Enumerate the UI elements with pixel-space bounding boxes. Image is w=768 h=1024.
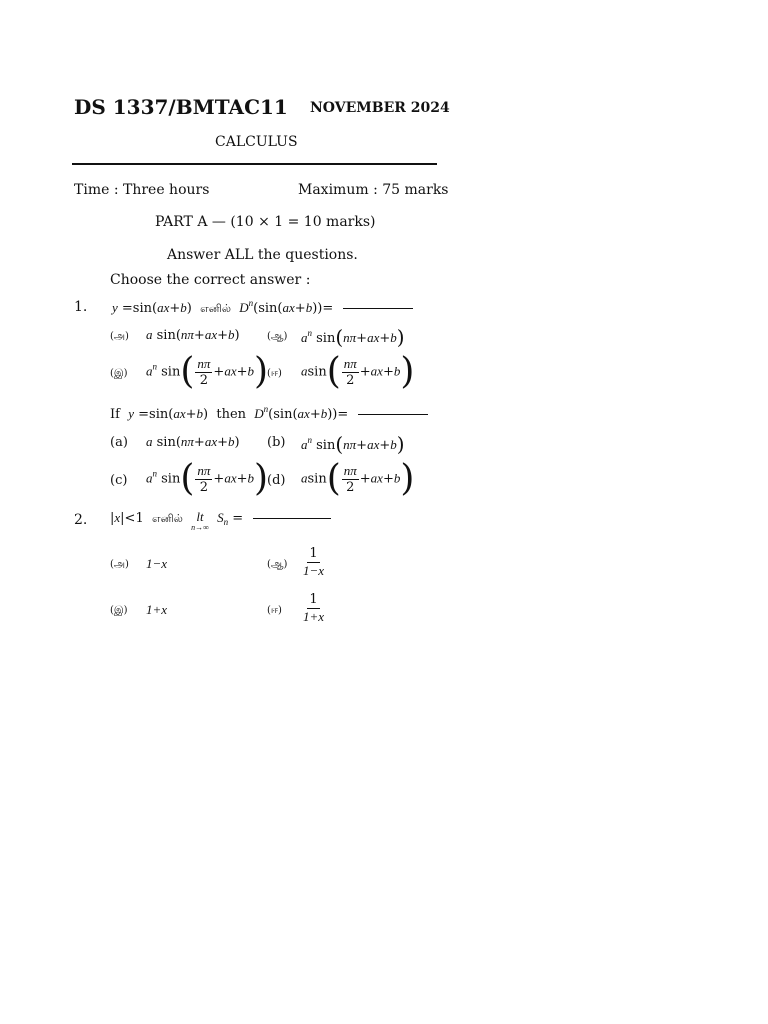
- if-word: If: [110, 407, 120, 422]
- option-label-a: (a): [110, 435, 128, 450]
- option-label-a-tamil: (அ): [110, 559, 129, 570]
- instruction: Answer ALL the questions.: [167, 247, 358, 263]
- choose-instruction: Choose the correct answer :: [110, 272, 311, 288]
- q1-tamil-option-d: asin( $\frac{n\pi}{2}$ +ax+b): [301, 351, 415, 392]
- limit-subscript: n→∞: [191, 523, 209, 533]
- q1-tamil-option-c: $a^n$ sin( $\frac{n\pi}{2}$ +ax+b): [146, 351, 269, 392]
- exam-month: NOVEMBER 2024: [310, 100, 450, 116]
- header-rule: [72, 163, 437, 165]
- option-label-b-tamil: (ஆ): [267, 559, 288, 570]
- q1-tamil-option-b: $a^n$ sin(nπ+ax+b): [301, 325, 405, 349]
- option-label-d: (d): [267, 473, 286, 488]
- q2-option-a: 1−x: [146, 556, 168, 571]
- question-2-number: 2.: [74, 512, 88, 528]
- q1-option-d: asin( $\frac{n\pi}{2}$ +ax+b): [301, 458, 415, 499]
- option-label-d-tamil: (ஈ): [267, 605, 282, 616]
- subject-title: CALCULUS: [215, 134, 298, 150]
- question-2-stem: |x|<1 எனில் lt n→∞ $S_n$ =: [110, 510, 331, 533]
- q2-option-c: 1+x: [146, 602, 168, 617]
- tamil-if-word: எனில்: [200, 302, 231, 315]
- question-1-tamil-stem: y =sin(ax+b) எனில் $D^n(\sin(ax+b))=$: [112, 298, 413, 317]
- part-title: PART A — (10 × 1 = 10 marks): [155, 214, 376, 230]
- option-label-b: (b): [267, 435, 286, 450]
- option-label-a-tamil: (அ): [110, 331, 129, 342]
- limit-word: lt: [196, 509, 204, 524]
- paper-code: DS 1337/BMTAC11: [74, 95, 288, 119]
- option-label-b-tamil: (ஆ): [267, 331, 288, 342]
- q1-option-b: $a^n$ sin(nπ+ax+b): [301, 432, 405, 456]
- q1-option-c: $a^n$ sin( $\frac{n\pi}{2}$ +ax+b): [146, 458, 269, 499]
- option-label-d-tamil: (ஈ): [267, 368, 282, 379]
- time-label: Time : Three hours: [74, 182, 210, 198]
- answer-blank: [358, 414, 428, 415]
- option-label-c: (c): [110, 473, 128, 488]
- option-label-c-tamil: (இ): [110, 368, 128, 379]
- answer-blank: [343, 308, 413, 309]
- q1-tamil-option-a: a sin(nπ+ax+b): [146, 327, 240, 343]
- q2-option-d: $\frac{1}{1+x}$: [303, 592, 325, 624]
- option-label-c-tamil: (இ): [110, 605, 128, 616]
- q1-option-a: a sin(nπ+ax+b): [146, 434, 240, 450]
- then-word: then: [216, 407, 247, 422]
- question-1-number: 1.: [74, 299, 88, 315]
- tamil-if-word: எனில்: [151, 512, 183, 525]
- max-marks-label: Maximum : 75 marks: [298, 182, 449, 198]
- answer-blank: [253, 518, 331, 519]
- q2-option-b: $\frac{1}{1-x}$: [303, 546, 325, 578]
- question-1-english-stem: If y =sin(ax+b) then $D^n(\sin(ax+b))=$: [110, 404, 428, 422]
